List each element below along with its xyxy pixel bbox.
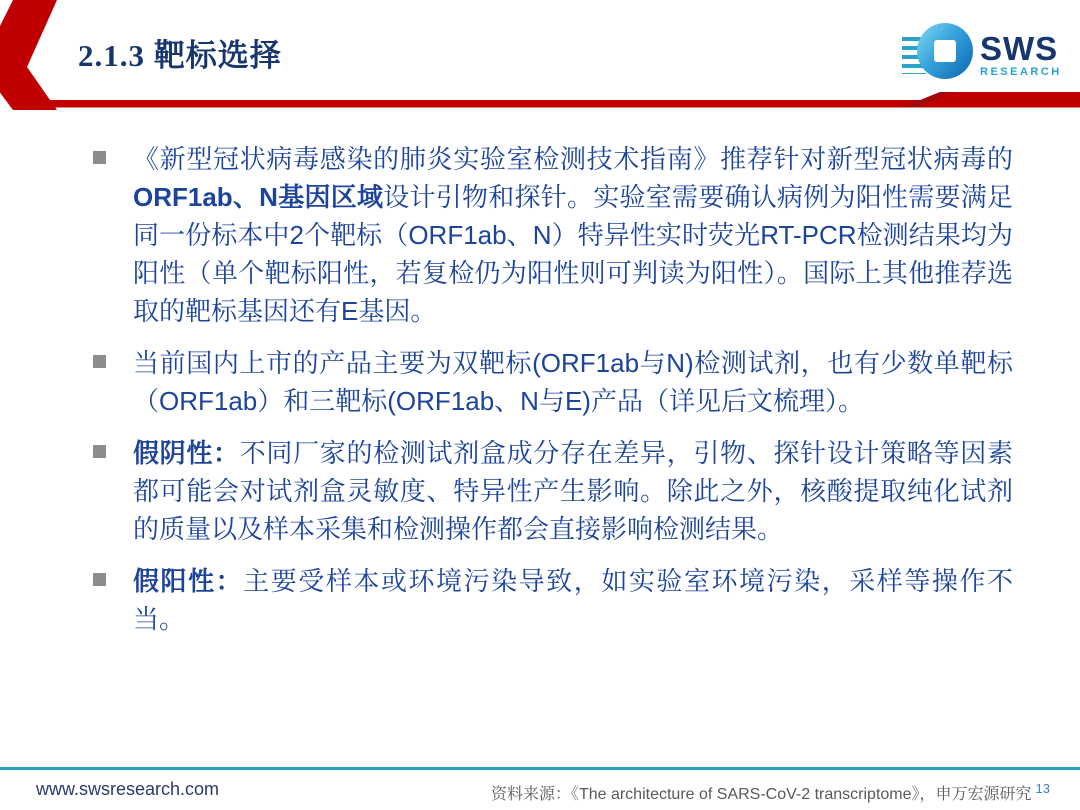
footer-source <box>491 781 1050 804</box>
bullet-text: 《新型冠状病毒感染的肺炎实验室检测技术指南》推荐针对新型冠状病毒的ORF1ab、N基因区域设计引物和探针。实验室需要确认病例为阳性需要满足同一份标本中2个靶标（ORF1ab、N）特异性实时荧光RT-PCR检测结果均为阳性（单个靶标阳性，若复检仍为阳性则可判读为阳性）。国际上其他推荐选取的靶标基因还有E基因。 <box>133 144 1013 326</box>
bullet-square-icon <box>93 573 106 586</box>
sws-logo <box>900 20 1070 90</box>
footer-website-link[interactable]: www.swsresearch.com <box>36 779 220 799</box>
bullet-item <box>93 562 1013 638</box>
bullet-item <box>93 434 1013 548</box>
page-number: 13 <box>1035 781 1050 796</box>
logo-text: SWS <box>980 30 1059 67</box>
footer-divider <box>0 767 1080 770</box>
logo-text-block <box>980 32 1062 78</box>
logo-subtext: RESEARCH <box>980 66 1062 78</box>
red-chevron-shape <box>0 0 57 110</box>
slide-title: 2.1.3 靶标选择 <box>78 38 282 73</box>
logo-globe-icon <box>917 23 973 79</box>
bullet-list <box>93 140 1013 652</box>
logo-square-icon <box>934 40 956 62</box>
source-text: 资料来源：《The architecture of SARS-CoV-2 transcriptome》，申万宏源研究 <box>490 786 1032 803</box>
bullet-item <box>93 140 1013 330</box>
bullet-square-icon <box>93 445 106 458</box>
bullet-text: 当前国内上市的产品主要为双靶标(ORF1ab与N)检测试剂，也有少数单靶标（ORF1ab）和三靶标(ORF1ab、N与E)产品（详见后文梳理）。 <box>133 348 1013 416</box>
bullet-square-icon <box>93 151 106 164</box>
bullet-text: 假阴性：不同厂家的检测试剂盒成分存在差异，引物、探针设计策略等因素都可能会对试剂盒灵敏度、特异性产生影响。除此之外，核酸提取纯化试剂的质量以及样本采集和检测操作都会直接影响检测结果。 <box>133 438 1013 544</box>
bullet-text: 假阳性：主要受样本或环境污染导致，如实验室环境污染，采样等操作不当。 <box>133 566 1013 634</box>
bullet-square-icon <box>93 355 106 368</box>
bullet-item <box>93 344 1013 420</box>
